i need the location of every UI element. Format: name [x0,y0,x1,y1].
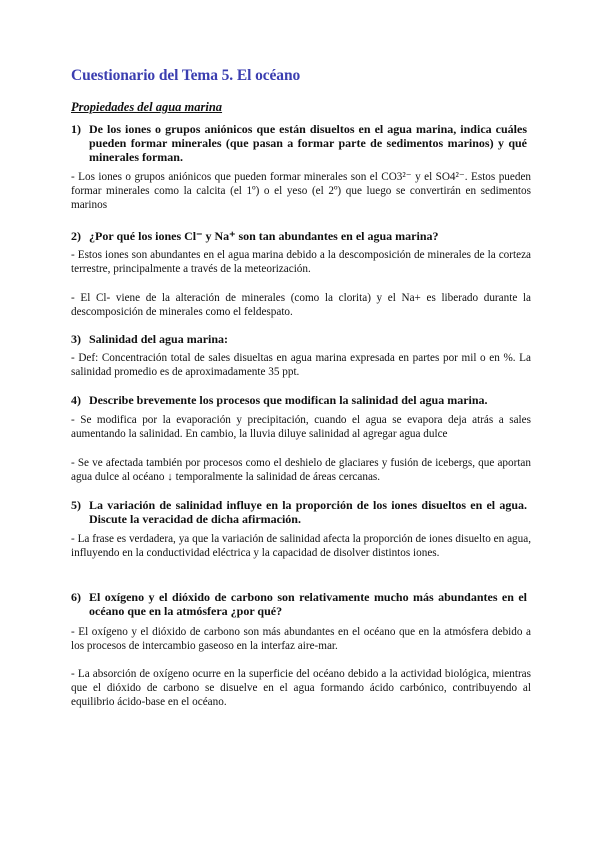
question-number: 6) [71,590,81,604]
question-2 [71,229,531,243]
question-3 [71,332,531,346]
answer-4-1: - Se modifica por la evaporación y precipitación, cuando el agua se evapora deja atrás a sales aumentando la salinidad. En cambio, la lluvia diluye salinidad al agregar agua dulce [71,414,531,441]
page-title: Cuestionario del Tema 5. El océano [71,67,301,84]
question-6 [71,590,531,618]
question-text: Salinidad del agua marina: [89,332,229,346]
answer-1-1: - Los iones o grupos aniónicos que pueden formar minerales son el CO3²⁻ y el SO4²⁻. Estos pueden formar minerales como la calcita (el 1º) o el yeso (el 2º) que luego se convertirán en sedimentos marinos [71,171,531,212]
answer-4-2: - Se ve afectada también por procesos como el deshielo de glaciares y fusión de icebergs, que aportan agua dulce al océano ↓ temporalmente la salinidad de áreas cercanas. [71,457,531,484]
question-number: 1) [71,122,81,136]
question-1 [71,122,531,164]
answer-2-2: - El Cl- viene de la alteración de minerales (como la clorita) y el Na+ es liberado durante la descomposición de minerales como el feldespato. [71,292,531,319]
question-text: ¿Por qué los iones Cl⁻ y Na⁺ son tan abundantes en el agua marina? [89,229,439,243]
question-number: 5) [71,498,81,512]
answer-6-1: - El oxígeno y el dióxido de carbono son más abundantes en el océano que en la atmósfera debido a los procesos de intercambio gaseoso en la interfaz aire-mar. [71,626,531,653]
section-heading: Propiedades del agua marina [71,100,223,114]
question-number: 2) [71,229,81,243]
question-text: La variación de salinidad influye en la proporción de los iones disueltos en el agua. Discute la veracidad de dicha afirmación. [89,498,527,526]
question-4 [71,393,531,407]
question-text: El oxígeno y el dióxido de carbono son relativamente mucho más abundantes en el océano que en la atmósfera ¿por qué? [89,590,527,618]
question-text: Describe brevemente los procesos que modifican la salinidad del agua marina. [89,393,488,407]
answer-2-1: - Estos iones son abundantes en el agua marina debido a la descomposición de minerales de la corteza terrestre, principalmente a través de la meteorización. [71,249,531,276]
answer-6-2: - La absorción de oxígeno ocurre en la superficie del océano debido a la actividad biológica, mientras que el dióxido de carbono se disuelve en el agua formando ácido carbónico, contribuyendo al equilibrio ácido-base en el océano. [71,668,531,709]
question-number: 3) [71,332,81,346]
answer-3-1: - Def: Concentración total de sales disueltas en agua marina expresada en partes por mil o en %. La salinidad promedio es de aproximadamente 35 ppt. [71,352,531,379]
question-text: De los iones o grupos aniónicos que están disueltos en el agua marina, indica cuáles pueden formar minerales (que pasan a formar parte de sedimentos marinos) y qué minerales forman. [89,122,527,164]
question-5 [71,498,531,526]
question-number: 4) [71,393,81,407]
answer-5-1: - La frase es verdadera, ya que la variación de salinidad afecta la proporción de iones disuelto en agua, influyendo en la conductividad eléctrica y la capacidad de disolver distintos iones. [71,533,531,560]
